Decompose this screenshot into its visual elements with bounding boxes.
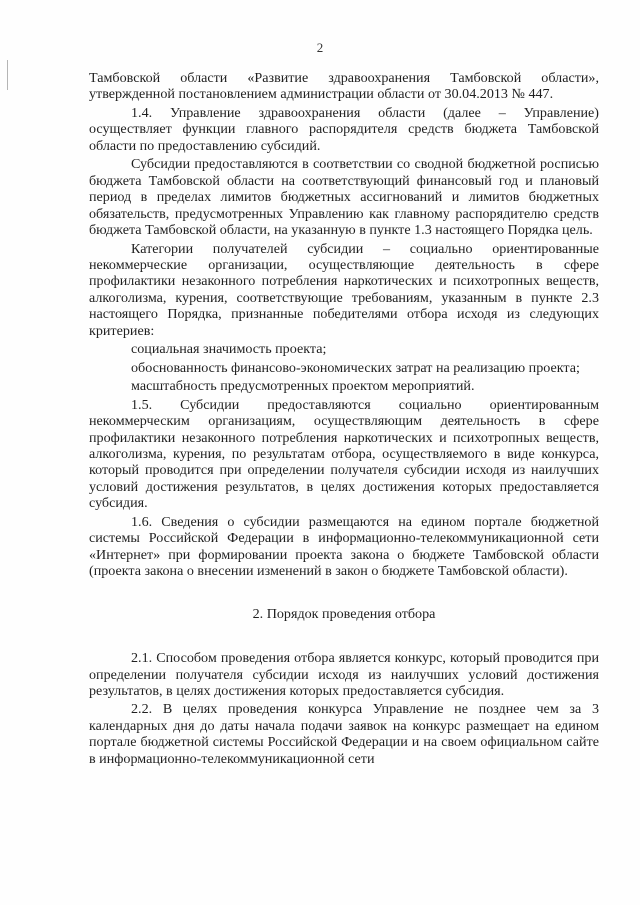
paragraph-continuation: Тамбовской области «Развитие здравоохранения Тамбовской области», утвержденной постановлением администрации области от 30.04.2013 № 447. [89, 70, 599, 103]
paragraph-subsidies-budget: Субсидии предоставляются в соответствии со сводной бюджетной росписью бюджета Тамбовской области на соответствующий финансовый год и плановый период в пределах лимитов бюджетных ассигнований и лимитов бюджетных обязательств, предусмотренных Управлению как главному распорядителю средств бюджета Тамбовской области, на указанную в пункте 1.3 настоящего Порядка цель. [89, 156, 599, 239]
criterion-scale: масштабность предусмотренных проектом мероприятий. [131, 378, 475, 395]
paragraph-1-4: 1.4. Управление здравоохранения области (далее – Управление) осуществляет функции главного распорядителя средств бюджета Тамбовской области по предоставлению субсидий. [89, 104, 599, 154]
section-2-heading: 2. Порядок проведения отбора [252, 605, 436, 622]
paragraph-1-5: 1.5. Субсидии предоставляются социально ориентированным некоммерческим организациям, осуществляющим деятельность в сфере профилактики незаконного потребления наркотических и психотропных веществ, алкоголизма, курения, по результатам отбора, осуществляемого в виде конкурса, который проводится при определении получателя субсидии исходя из наилучших условий достижения результатов, в целях достижения которых предоставляется субсидия. [89, 396, 599, 512]
scan-edge-mark [7, 60, 8, 90]
page-number: 2 [316, 40, 324, 55]
criterion-social-significance: социальная значимость проекта; [131, 341, 327, 358]
document-body [89, 70, 599, 769]
criterion-cost-justification: обоснованность финансово-экономических затрат на реализацию проекта; [131, 359, 580, 376]
paragraph-recipient-categories: Категории получателей субсидии – социально ориентированные некоммерческие организации, осуществляющие деятельность в сфере профилактики незаконного потребления наркотических и психотропных веществ, алкоголизма, курения, соответствующие требованиям, указанным в пункте 2.3 настоящего Порядка, признанные победителями отбора исходя из следующих критериев: [89, 240, 599, 339]
paragraph-2-1: 2.1. Способом проведения отбора является конкурс, который проводится при определении получателя субсидии исходя из наилучших условий достижения результатов, в целях достижения которых предоставляется субсидия. [89, 650, 599, 699]
paragraph-1-6: 1.6. Сведения о субсидии размещаются на едином портале бюджетной системы Российской Федерации в информационно-телекоммуникационной сети «Интернет» при формировании проекта закона о бюджете Тамбовской области (проекта закона о внесении изменений в закон о бюджете Тамбовской области). [89, 513, 599, 580]
paragraph-2-2: 2.2. В целях проведения конкурса Управление не позднее чем за 3 календарных дня до даты начала подачи заявок на конкурс размещает на едином портале бюджетной системы Российской Федерации и на своем официальном сайте в информационно-телекоммуникационной сети [89, 701, 599, 767]
